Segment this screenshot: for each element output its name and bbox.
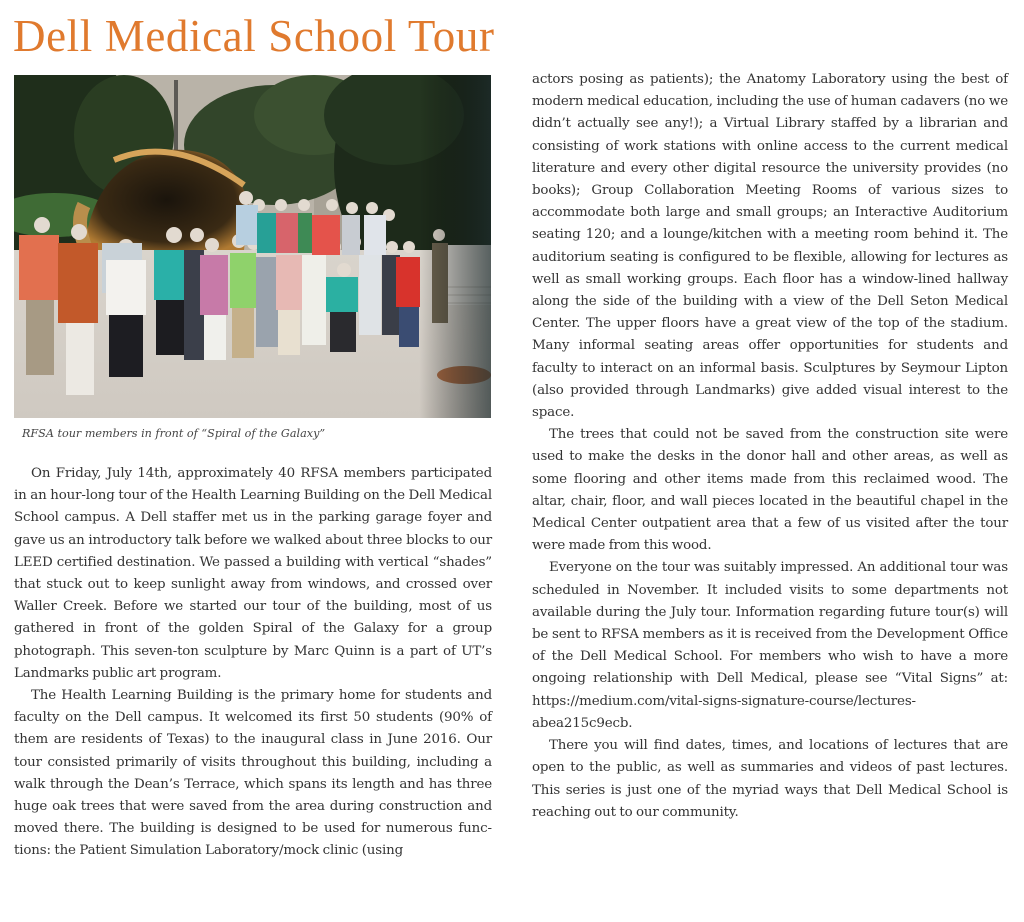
left-column-body	[14, 463, 492, 863]
right-column-body	[532, 69, 1008, 824]
photo-figure	[14, 75, 492, 442]
group-photo	[14, 75, 491, 418]
article-title: Dell Medical School Tour	[13, 11, 495, 61]
left-column	[14, 75, 492, 863]
paragraph: On Friday, July 14th, approximately 40 RFSA members participated in an hour-long tour of the Health Learning Building on the Dell Medical School campus. A Dell staffer met us in the parking garage foyer and gave us an introductory talk before we walked about three blocks to our LEED certified destination. We passed a building with vertical “shades” that stuck out to keep sunlight away from windows, and crossed over Waller Creek. Before we started our tour of the building, most of us gathered in front of the golden Spiral of the Galaxy for a group photograph. This seven-ton sculpture by Marc Quinn is a part of UT’s Landmarks public art program.	[14, 466, 492, 681]
paragraph: The Health Learning Building is the primary home for students and faculty on the Dell campus. It welcomed its first 50 students (90% of them are residents of Texas) to the inaugural class in June 2016. Our tour consisted primarily of visits throughout this building, including a walk through the Dean’s Terrace, which spans its length and has three huge oak trees that were saved from the area during construction and moved there. The building is designed to be used for numerous functions: the Patient Simulation Laboratory/mock clinic (using	[14, 688, 492, 859]
paragraph: There you will find dates, times, and locations of lectures that are open to the public, as well as summaries and videos of past lectures. This series is just one of the myriad ways that Dell Medical School is reaching out to our community.	[532, 738, 1008, 820]
paragraph-continuation: actors posing as patients); the Anatomy Laboratory using the best of modern medical education, including the use of human cadavers (no we didn’t actually see any!); a Virtual Library staffed by a librarian and consisting of work stations with online access to the current medical literature and every other digital resource the university provides (no books); Group Collaboration Meeting Rooms of various sizes to accommodate both large and small groups; an Interactive Auditorium seating 120; and a lounge/kitchen with a meeting room behind it. The auditorium seating is configured to be flexible, allowing for lectures as well as small working groups. Each floor has a window-lined hallway along the side of the building with a view of the Dell Seton Medical Center. The upper floors have a great view of the top of the stadium. Many informal seating areas offer opportunities for students and faculty to interact on an informal basis. Sculptures by Seymour Lipton (also provided through Landmarks) give added visual interest to the space.	[532, 72, 1008, 421]
photo-caption: RFSA tour members in front of “Spiral of the Galaxy”	[22, 427, 326, 440]
paragraph: Everyone on the tour was suitably impressed. An additional tour was scheduled in November. It included visits to some departments not available during the July tour. Information regarding future tour(s) will be sent to RFSA members as it is received from the Development Office of the Dell Medical School. For members who wish to have a more ongoing relationship with Dell Medical, please see “Vital Signs” at: https://medium.com/vital-signs-signature-course/lectures-abea215c9ecb.	[532, 560, 1008, 731]
right-column	[532, 69, 1008, 824]
group-photo-illustration	[14, 75, 491, 418]
paragraph: The trees that could not be saved from the construction site were used to make the desks in the donor hall and other areas, as well as some flooring and other items made from this reclaimed wood. The altar, chair, floor, and wall pieces located in the beautiful chapel in the Medical Center outpatient area that a few of us visited after the tour were made from this wood.	[532, 427, 1008, 554]
